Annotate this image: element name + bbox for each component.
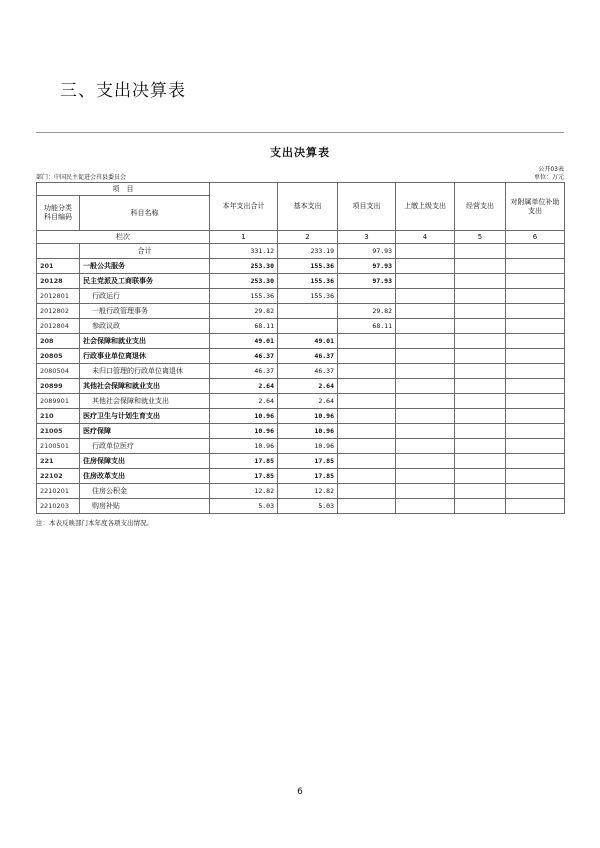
- table-row: [37, 469, 565, 484]
- subsidy-cell: [506, 319, 565, 334]
- subsidy-cell: [506, 259, 565, 274]
- total-cell: 331.12: [210, 244, 278, 259]
- subject-name-cell: 社会保障和就业支出: [80, 334, 210, 349]
- remit-upper-cell: [396, 484, 455, 499]
- table-row: [37, 289, 565, 304]
- code-cell: 2089901: [37, 394, 80, 409]
- subsidy-cell: [506, 469, 565, 484]
- table-row: [37, 394, 565, 409]
- subject-name-header: 科目名称: [80, 196, 210, 231]
- business-cell: [455, 259, 506, 274]
- form-code: 公开03表: [538, 166, 564, 173]
- remit-upper-cell: [396, 439, 455, 454]
- business-cell: [455, 379, 506, 394]
- remit-upper-cell: [396, 304, 455, 319]
- business-cell: [455, 334, 506, 349]
- remit-upper-cell: [396, 274, 455, 289]
- code-cell: 208: [37, 334, 80, 349]
- total-cell: 10.96: [210, 424, 278, 439]
- total-cell: 10.96: [210, 409, 278, 424]
- subject-name-cell: 购房补贴: [80, 499, 210, 514]
- subsidy-cell: [506, 349, 565, 364]
- item-cell: [338, 364, 396, 379]
- item-cell: [338, 334, 396, 349]
- table-row: [37, 484, 565, 499]
- table-row: [37, 364, 565, 379]
- code-cell: 22102: [37, 469, 80, 484]
- basic-cell: 233.19: [278, 244, 338, 259]
- basic-cell: 155.36: [278, 274, 338, 289]
- code-cell: 221: [37, 454, 80, 469]
- total-cell: 68.11: [210, 319, 278, 334]
- table-row: [37, 439, 565, 454]
- item-cell: 97.93: [338, 244, 396, 259]
- business-cell: [455, 484, 506, 499]
- subsidy-cell: [506, 409, 565, 424]
- item-cell: [338, 469, 396, 484]
- table-row: [37, 409, 565, 424]
- subsidy-cell: [506, 394, 565, 409]
- code-cell: 21005: [37, 424, 80, 439]
- item-cell: [338, 349, 396, 364]
- total-cell: 5.03: [210, 499, 278, 514]
- expenditure-sheet: [36, 132, 564, 527]
- total-header: 本年支出合计: [210, 183, 278, 231]
- department-unit-line: [36, 174, 564, 182]
- subject-name-cell: 未归口管理的行政单位离退休: [80, 364, 210, 379]
- basic-cell: 17.85: [278, 469, 338, 484]
- code-cell: 2210203: [37, 499, 80, 514]
- subsidy-cell: [506, 424, 565, 439]
- col-num: 5: [455, 231, 506, 244]
- code-cell: 2080504: [37, 364, 80, 379]
- basic-cell: 17.85: [278, 454, 338, 469]
- table-row: [37, 454, 565, 469]
- item-cell: [338, 379, 396, 394]
- total-cell: 17.85: [210, 454, 278, 469]
- subsidy-cell: [506, 439, 565, 454]
- basic-cell: 2.64: [278, 379, 338, 394]
- basic-header: 基本支出: [278, 183, 338, 231]
- remit-upper-cell: [396, 454, 455, 469]
- subsidy-cell: [506, 289, 565, 304]
- business-cell: [455, 469, 506, 484]
- basic-cell: [278, 319, 338, 334]
- remit-upper-cell: [396, 244, 455, 259]
- total-cell: 46.37: [210, 364, 278, 379]
- code-cell: 210: [37, 409, 80, 424]
- subject-name-cell: 医疗卫生与计划生育支出: [80, 409, 210, 424]
- basic-cell: 10.96: [278, 409, 338, 424]
- code-cell: 2012804: [37, 319, 80, 334]
- total-cell: 12.82: [210, 484, 278, 499]
- total-cell: 29.82: [210, 304, 278, 319]
- subject-name-cell: 行政单位医疗: [80, 439, 210, 454]
- item-cell: [338, 484, 396, 499]
- basic-cell: 46.37: [278, 349, 338, 364]
- basic-cell: 10.96: [278, 424, 338, 439]
- business-cell: [455, 319, 506, 334]
- item-header: 项目支出: [338, 183, 396, 231]
- total-cell: 253.30: [210, 274, 278, 289]
- table-row: [37, 499, 565, 514]
- code-cell: 20899: [37, 379, 80, 394]
- func-class-header: 功能分类 科目编码: [37, 196, 80, 231]
- item-cell: 29.82: [338, 304, 396, 319]
- col-num: 3: [338, 231, 396, 244]
- item-cell: 97.93: [338, 274, 396, 289]
- subject-name-cell: 住房保障支出: [80, 454, 210, 469]
- remit-upper-cell: [396, 469, 455, 484]
- basic-cell: 5.03: [278, 499, 338, 514]
- subject-name-cell: 参政议政: [80, 319, 210, 334]
- remit-upper-cell: [396, 334, 455, 349]
- business-cell: [455, 439, 506, 454]
- business-cell: [455, 364, 506, 379]
- subsidy-cell: [506, 484, 565, 499]
- remit-upper-cell: [396, 394, 455, 409]
- item-cell: [338, 409, 396, 424]
- business-cell: [455, 409, 506, 424]
- remit-upper-cell: [396, 364, 455, 379]
- total-cell: 2.64: [210, 379, 278, 394]
- item-cell: [338, 499, 396, 514]
- business-cell: [455, 274, 506, 289]
- col-num: 2: [278, 231, 338, 244]
- department-label: 部门：中国民主促进会莒县委员会: [36, 174, 127, 181]
- subject-name-cell: 住房改革支出: [80, 469, 210, 484]
- code-cell: 2100501: [37, 439, 80, 454]
- code-cell: 2012802: [37, 304, 80, 319]
- basic-cell: 155.36: [278, 259, 338, 274]
- business-cell: [455, 289, 506, 304]
- code-cell: 2012801: [37, 289, 80, 304]
- page-number: 6: [297, 787, 303, 797]
- sheet-top-rule: [36, 132, 564, 133]
- business-header: 经营支出: [455, 183, 506, 231]
- table-row: [37, 304, 565, 319]
- table-title: 支出决算表: [270, 146, 330, 159]
- subsidy-header: 对附属单位补助支出: [506, 183, 565, 231]
- business-cell: [455, 424, 506, 439]
- basic-cell: 46.37: [278, 364, 338, 379]
- basic-cell: 2.64: [278, 394, 338, 409]
- item-cell: [338, 394, 396, 409]
- business-cell: [455, 499, 506, 514]
- table-row: [37, 244, 565, 259]
- subject-name-cell: 医疗保障: [80, 424, 210, 439]
- remit-upper-cell: [396, 499, 455, 514]
- basic-cell: [278, 304, 338, 319]
- total-cell: 17.85: [210, 469, 278, 484]
- basic-cell: 12.82: [278, 484, 338, 499]
- subject-name-cell: 其他社会保障和就业支出: [80, 394, 210, 409]
- business-cell: [455, 394, 506, 409]
- table-note: 注：本表反映部门本年度各项支出情况。: [36, 519, 153, 527]
- expenditure-table: [36, 182, 565, 514]
- project-header: 项 目: [37, 183, 210, 196]
- total-cell: 155.36: [210, 289, 278, 304]
- subject-name-cell: 民主党派及工商联事务: [80, 274, 210, 289]
- col-num: 6: [506, 231, 565, 244]
- remit-upper-header: 上缴上级支出: [396, 183, 455, 231]
- subsidy-cell: [506, 304, 565, 319]
- subsidy-cell: [506, 379, 565, 394]
- item-cell: [338, 439, 396, 454]
- total-cell: 46.37: [210, 349, 278, 364]
- subsidy-cell: [506, 334, 565, 349]
- table-row: [37, 259, 565, 274]
- total-cell: 2.64: [210, 394, 278, 409]
- business-cell: [455, 349, 506, 364]
- item-cell: [338, 289, 396, 304]
- item-cell: [338, 424, 396, 439]
- remit-upper-cell: [396, 289, 455, 304]
- business-cell: [455, 244, 506, 259]
- subsidy-cell: [506, 499, 565, 514]
- remit-upper-cell: [396, 259, 455, 274]
- page-heading: 三、支出决算表: [60, 81, 186, 101]
- remit-upper-cell: [396, 349, 455, 364]
- subject-name-cell: 住房公积金: [80, 484, 210, 499]
- total-cell: 49.01: [210, 334, 278, 349]
- table-row: [37, 349, 565, 364]
- basic-cell: 155.36: [278, 289, 338, 304]
- subject-name-cell: 一般公共服务: [80, 259, 210, 274]
- subject-name-cell: 行政事业单位离退休: [80, 349, 210, 364]
- column-number-row: [37, 231, 565, 244]
- subsidy-cell: [506, 274, 565, 289]
- subject-name-cell: 一般行政管理事务: [80, 304, 210, 319]
- header-row-1: [37, 183, 565, 196]
- code-cell: 2210201: [37, 484, 80, 499]
- business-cell: [455, 304, 506, 319]
- lanci-label: 栏次: [37, 231, 210, 244]
- subject-name-cell: 行政运行: [80, 289, 210, 304]
- item-cell: [338, 454, 396, 469]
- remit-upper-cell: [396, 379, 455, 394]
- business-cell: [455, 454, 506, 469]
- table-row: [37, 379, 565, 394]
- table-row: [37, 424, 565, 439]
- col-num: 1: [210, 231, 278, 244]
- table-row: [37, 319, 565, 334]
- code-cell: 20805: [37, 349, 80, 364]
- subject-name-cell: 合计: [80, 244, 210, 259]
- subsidy-cell: [506, 364, 565, 379]
- total-cell: 10.96: [210, 439, 278, 454]
- basic-cell: 10.96: [278, 439, 338, 454]
- code-cell: 20128: [37, 274, 80, 289]
- basic-cell: 49.01: [278, 334, 338, 349]
- subsidy-cell: [506, 244, 565, 259]
- item-cell: 68.11: [338, 319, 396, 334]
- table-row: [37, 274, 565, 289]
- subsidy-cell: [506, 454, 565, 469]
- total-cell: 253.30: [210, 259, 278, 274]
- subject-name-cell: 其他社会保障和就业支出: [80, 379, 210, 394]
- remit-upper-cell: [396, 409, 455, 424]
- code-cell: [37, 244, 80, 259]
- code-cell: 201: [37, 259, 80, 274]
- col-num: 4: [396, 231, 455, 244]
- remit-upper-cell: [396, 424, 455, 439]
- table-row: [37, 334, 565, 349]
- unit-label: 单位：万元: [533, 174, 564, 181]
- item-cell: 97.93: [338, 259, 396, 274]
- remit-upper-cell: [396, 319, 455, 334]
